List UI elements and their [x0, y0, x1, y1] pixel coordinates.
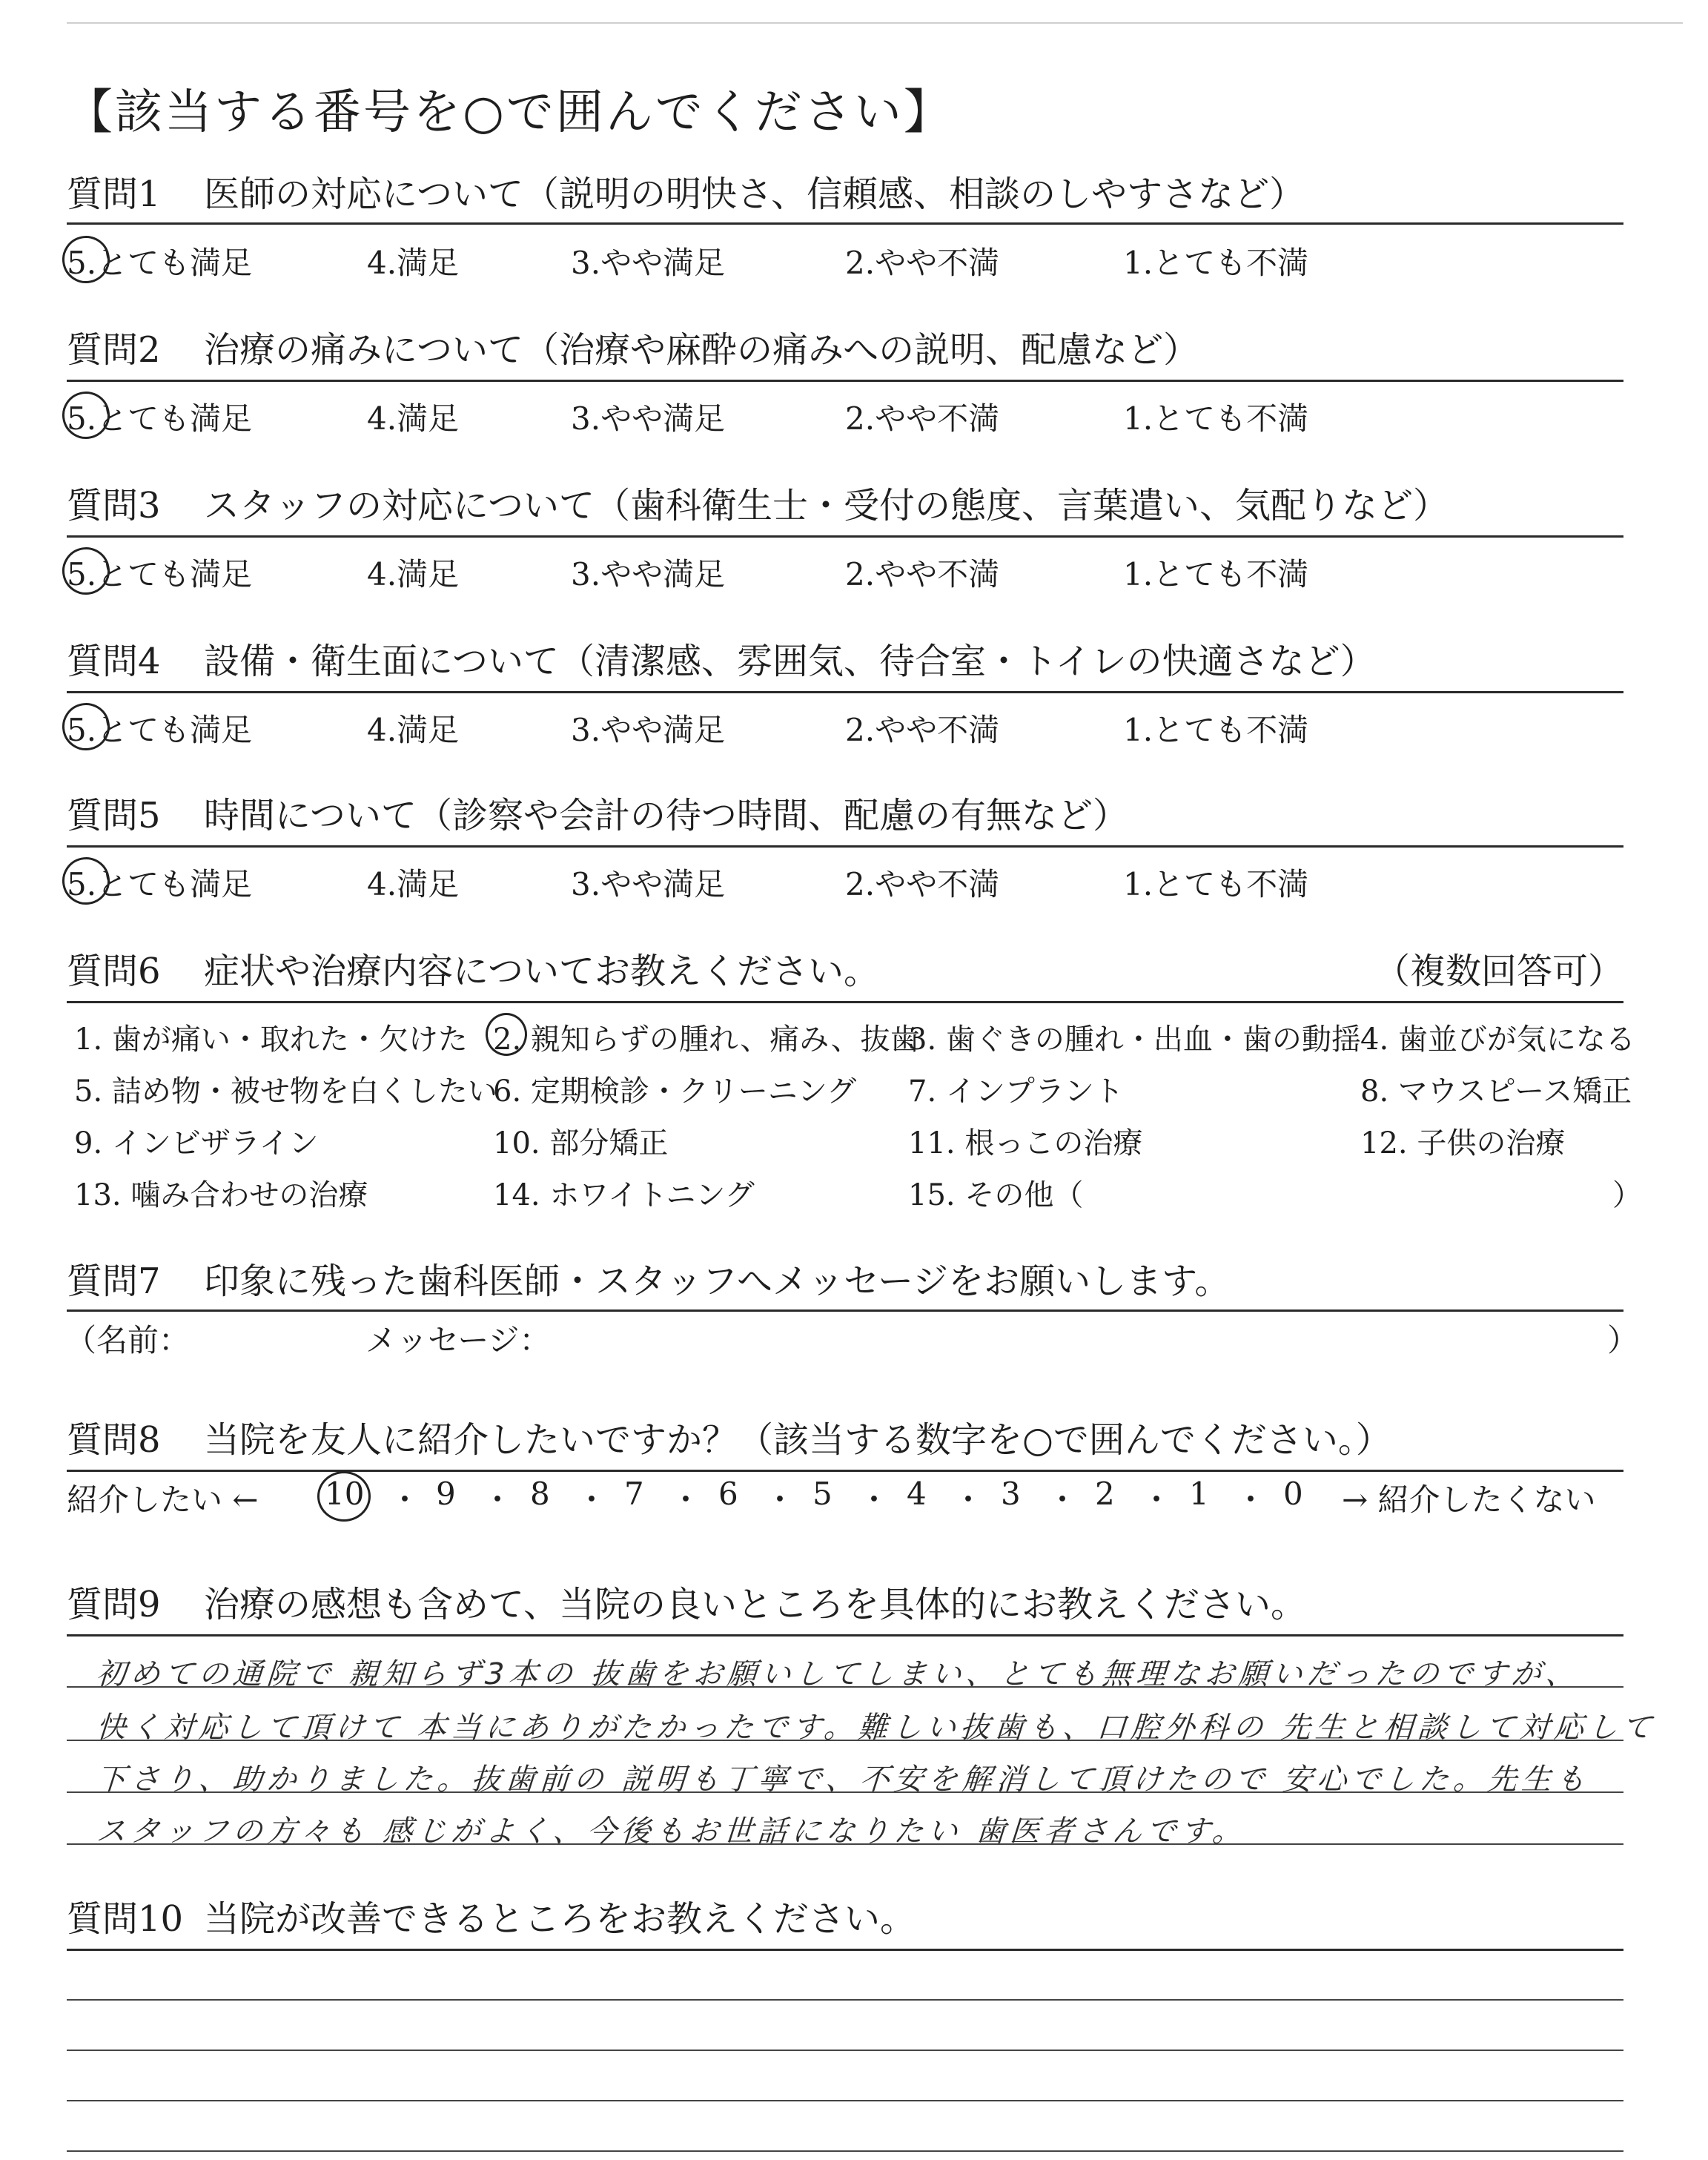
scale-6[interactable]: 6 [718, 1476, 738, 1512]
scale-dot: ・ [389, 1482, 421, 1518]
option-5[interactable]: 5.とても満足 [67, 860, 252, 905]
scale-dot: ・ [576, 1482, 608, 1518]
option-4[interactable]: 4.満足 [367, 712, 460, 748]
option-2[interactable]: 2.やや不満 [845, 712, 1000, 748]
question-number: 質問5 [67, 795, 161, 836]
scale-1[interactable]: 1 [1189, 1476, 1209, 1512]
question-3-options [59, 550, 1631, 592]
symptom-option-13[interactable]: 13. 噛み合わせの治療 [74, 1178, 368, 1212]
question-text: 治療の感想も含めて、当院の良いところを具体的にお教えください。 [204, 1584, 1307, 1625]
scale-4[interactable]: 4 [907, 1476, 927, 1512]
scale-dot: ・ [1047, 1482, 1079, 1518]
option-1[interactable]: 1.とても不満 [1123, 400, 1309, 437]
writing-line [67, 2050, 1623, 2051]
scale-dot: ・ [482, 1482, 514, 1518]
question-2-options [59, 394, 1631, 436]
option-2[interactable]: 2.やや不満 [845, 866, 1000, 902]
page-title: 【該当する番号を○で囲んでください】 [65, 85, 953, 140]
question-text: 時間について（診察や会計の待つ時間、配慮の有無など） [204, 795, 1129, 836]
question-text: 症状や治療内容についてお教えください。 [204, 951, 880, 992]
question-4 [67, 641, 1623, 682]
question-number: 質問7 [67, 1261, 161, 1302]
option-4[interactable]: 4.満足 [367, 866, 460, 902]
scale-0[interactable]: 0 [1283, 1476, 1303, 1512]
scale-8[interactable]: 8 [530, 1476, 550, 1512]
symptom-option-3[interactable]: 3. 歯ぐきの腫れ・出血・歯の動揺 [908, 1023, 1361, 1057]
question-1 [67, 174, 1623, 215]
scale-2[interactable]: 2 [1095, 1476, 1115, 1512]
question-6-options [74, 1008, 1642, 1231]
option-3[interactable]: 3.やや満足 [571, 556, 726, 592]
option-1[interactable]: 1.とても不満 [1123, 866, 1309, 902]
option-4[interactable]: 4.満足 [367, 556, 460, 592]
option-2[interactable]: 2.やや不満 [845, 400, 1000, 437]
option-4[interactable]: 4.満足 [367, 245, 460, 281]
scale-dot: ・ [1235, 1482, 1267, 1518]
option-5[interactable]: 5.とても満足 [67, 394, 252, 439]
scale-5[interactable]: 5 [812, 1476, 833, 1512]
question-number: 質問10 [67, 1898, 184, 1940]
recommend-right-label: → 紹介したくない [1342, 1482, 1596, 1518]
question-6-rule [67, 1001, 1623, 1003]
question-number: 質問8 [67, 1419, 161, 1461]
option-3[interactable]: 3.やや満足 [571, 866, 726, 902]
option-1[interactable]: 1.とても不満 [1123, 556, 1309, 592]
question-1-options [59, 239, 1631, 280]
message-label: メッセージ： [365, 1322, 551, 1358]
handwritten-line-3: 下さり、助かりました。抜歯前の 説明も丁寧で、不安を解消して頂けたので 安心でした。先生も [95, 1763, 1592, 1797]
question-text: 印象に残った歯科医師・スタッフへメッセージをお願いします。 [204, 1261, 1231, 1302]
handwritten-line-1: 初めての通院で 親知らず3本の 抜歯をお願いしてしまい、とても無理なお願いだったのですが、 [95, 1657, 1581, 1691]
question-5-rule [67, 845, 1623, 848]
handwritten-line-4: スタッフの方々も 感じがよく、今後もお世話になりたい 歯医者さんです。 [95, 1814, 1248, 1849]
option-3[interactable]: 3.やや満足 [571, 712, 726, 748]
question-6 [67, 951, 1623, 992]
question-number: 質問4 [67, 641, 161, 682]
question-text: スタッフの対応について（歯科衛生士・受付の態度、言葉遣い、気配りなど） [204, 485, 1449, 526]
option-2[interactable]: 2.やや不満 [845, 245, 1000, 281]
multiple-answer-note: （複数回答可） [1374, 951, 1623, 992]
writing-line [67, 2100, 1623, 2101]
scale-10[interactable]: 10 [325, 1476, 365, 1512]
other-close-paren: ） [1612, 1178, 1642, 1212]
writing-line [67, 1843, 1623, 1845]
question-5-options [59, 860, 1631, 902]
question-number: 質問6 [67, 951, 161, 992]
writing-line [67, 1999, 1623, 2001]
question-2-rule [67, 380, 1623, 382]
symptom-option-6[interactable]: 6. 定期検診・クリーニング [493, 1074, 857, 1109]
scale-7[interactable]: 7 [624, 1476, 644, 1512]
option-5[interactable]: 5.とても満足 [67, 550, 252, 595]
question-3-rule [67, 535, 1623, 538]
question-7 [67, 1261, 1623, 1302]
question-4-rule [67, 691, 1623, 693]
symptom-option-14[interactable]: 14. ホワイトニング [493, 1178, 755, 1212]
scale-dot: ・ [953, 1482, 984, 1518]
option-5[interactable]: 5.とても満足 [67, 239, 252, 283]
symptom-option-12[interactable]: 12. 子供の治療 [1360, 1126, 1566, 1160]
symptom-option-5[interactable]: 5. 詰め物・被せ物を白くしたい [74, 1074, 497, 1109]
recommend-left-label: 紹介したい ← [67, 1482, 259, 1518]
question-number: 質問1 [67, 174, 161, 215]
writing-line [67, 2150, 1623, 2152]
symptom-option-2[interactable]: 2. 親知らずの腫れ、痛み、抜歯 [493, 1016, 920, 1058]
scale-dot: ・ [764, 1482, 796, 1518]
question-text: 治療の痛みについて（治療や麻酔の痛みへの説明、配慮など） [204, 329, 1199, 371]
question-10 [67, 1898, 1623, 1940]
question-8-rule [67, 1470, 1623, 1472]
message-close-paren: ） [1607, 1322, 1639, 1358]
option-3[interactable]: 3.やや満足 [571, 400, 726, 437]
recommend-scale [67, 1476, 1631, 1517]
scale-3[interactable]: 3 [1001, 1476, 1021, 1512]
question-9 [67, 1584, 1623, 1625]
scale-dot: ・ [1141, 1482, 1173, 1518]
writing-line [67, 1686, 1623, 1688]
handwritten-line-2: 快く対応して頂けて 本当にありがたかったです。難しい抜歯も、口腔外科の 先生と相談して対応して [95, 1711, 1658, 1745]
option-1[interactable]: 1.とても不満 [1123, 712, 1309, 748]
question-text: 医師の対応について（説明の明快さ、信頼感、相談のしやすさなど） [204, 174, 1305, 215]
symptom-option-8[interactable]: 8. マウスピース矯正 [1360, 1074, 1632, 1109]
writing-line [67, 1791, 1623, 1793]
writing-line [67, 1740, 1623, 1741]
option-1[interactable]: 1.とても不満 [1123, 245, 1309, 281]
option-2[interactable]: 2.やや不満 [845, 556, 1000, 592]
question-2 [67, 329, 1623, 371]
question-5 [67, 795, 1623, 836]
question-10-rule [67, 1949, 1623, 1951]
question-9-rule [67, 1634, 1623, 1636]
symptom-option-9[interactable]: 9. インビザライン [74, 1126, 319, 1160]
scale-dot: ・ [858, 1482, 890, 1518]
question-text: 設備・衛生面について（清潔感、雰囲気、待合室・トイレの快適さなど） [204, 641, 1376, 682]
question-text: 当院が改善できるところをお教えください。 [204, 1898, 916, 1940]
name-label: （名前： [65, 1322, 191, 1358]
question-number: 質問2 [67, 329, 161, 371]
question-number: 質問9 [67, 1584, 161, 1625]
option-4[interactable]: 4.満足 [367, 400, 460, 437]
question-4-options [59, 706, 1631, 747]
symptom-option-4[interactable]: 4. 歯並びが気になる [1360, 1023, 1635, 1057]
symptom-option-10[interactable]: 10. 部分矯正 [493, 1126, 669, 1160]
question-7-rule [67, 1309, 1623, 1312]
question-number: 質問3 [67, 485, 161, 526]
scale-9[interactable]: 9 [436, 1476, 456, 1512]
symptom-option-15[interactable]: 15. その他（ [908, 1178, 1084, 1212]
option-5[interactable]: 5.とても満足 [67, 706, 252, 750]
question-8 [67, 1419, 1623, 1461]
symptom-option-11[interactable]: 11. 根っこの治療 [908, 1126, 1143, 1160]
symptom-option-7[interactable]: 7. インプラント [908, 1074, 1124, 1109]
question-3 [67, 485, 1623, 526]
symptom-option-1[interactable]: 1. 歯が痛い・取れた・欠けた [74, 1023, 468, 1057]
question-text: 当院を友人に紹介したいですか？（該当する数字を○で囲んでください。） [204, 1419, 1391, 1461]
question-1-rule [67, 222, 1623, 225]
scale-dot: ・ [670, 1482, 702, 1518]
top-edge-line [67, 22, 1683, 24]
option-3[interactable]: 3.やや満足 [571, 245, 726, 281]
